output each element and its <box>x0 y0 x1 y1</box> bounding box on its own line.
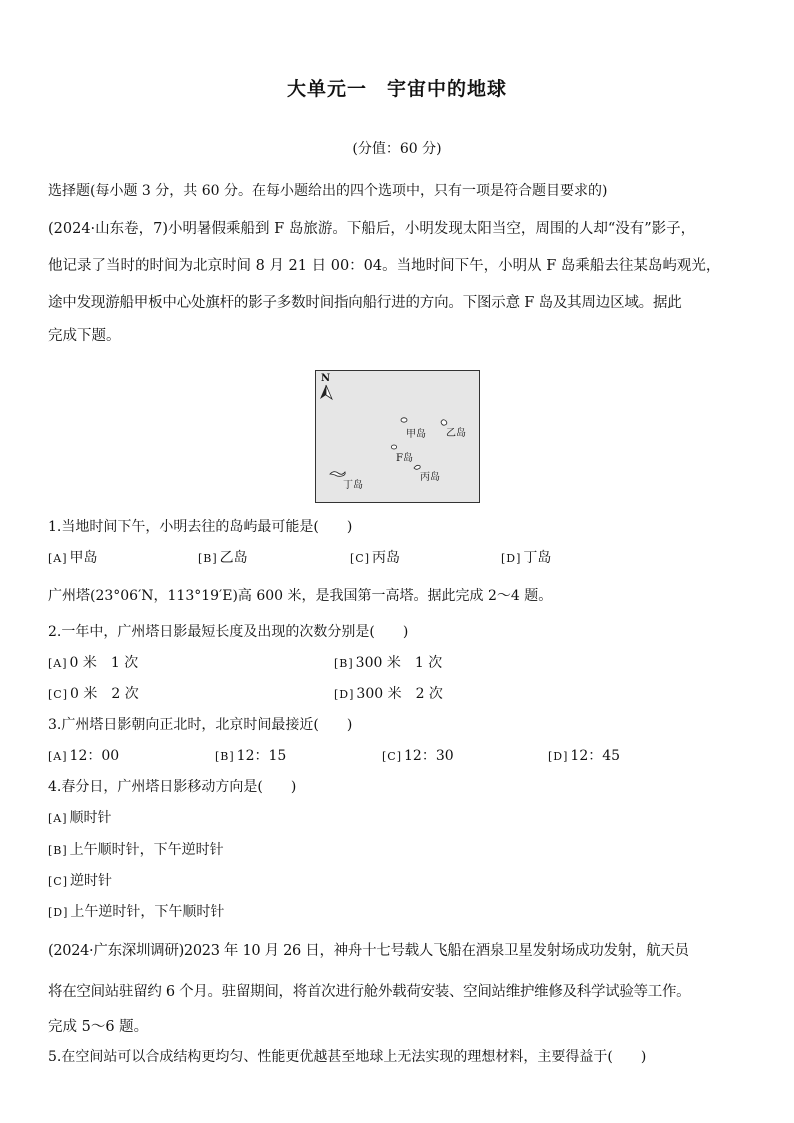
intro-line: 将在空间站驻留约 6 个月。驻留期间，将首次进行舱外载荷安装、空间站维护维修及科学试验等工作。 <box>48 984 691 1000</box>
option-b[interactable]: [B] 上午顺时针，下午逆时针 <box>48 842 224 858</box>
intro-line: 完成 5～6 题。 <box>48 1019 149 1035</box>
island-f-label: F岛 <box>396 453 413 464</box>
question-2-stem: 2.一年中，广州塔日影最短长度及出现的次数分别是( ) <box>48 624 409 640</box>
question-2-options-row-1 <box>48 652 768 672</box>
intro-line: 途中发现游船甲板中心处旗杆的影子多数时间指向船行进的方向。下图示意 F 岛及其周边区域。据此 <box>48 295 682 311</box>
north-label: N <box>321 373 331 384</box>
option-a[interactable]: [A] 0 米 1 次 <box>48 655 139 671</box>
intro-line: (2024·山东卷，7)小明暑假乘船到 F 岛旅游。下船后，小明发现太阳当空，周围的人却“没有”影子， <box>48 221 696 237</box>
question-4-stem: 4.春分日，广州塔日影移动方向是( ) <box>48 779 297 795</box>
option-c[interactable]: [C] 0 米 2 次 <box>48 686 139 702</box>
option-a[interactable]: [A] 顺时针 <box>48 810 112 826</box>
option-b[interactable]: [B] 乙岛 <box>198 550 248 566</box>
option-a[interactable]: [A] 12：00 <box>48 748 120 764</box>
option-c[interactable]: [C] 逆时针 <box>48 873 112 889</box>
option-d[interactable]: [D] 12：45 <box>548 748 621 764</box>
question-3-options <box>48 745 768 765</box>
option-b[interactable]: [B] 12：15 <box>215 748 287 764</box>
question-1-options <box>48 547 768 567</box>
option-c[interactable]: [C] 12：30 <box>382 748 454 764</box>
north-arrow-icon <box>320 385 326 399</box>
page-title: 大单元一 宇宙中的地球 <box>286 78 507 100</box>
island-jia-shape <box>401 418 407 422</box>
island-bing-label: 丙岛 <box>420 472 440 483</box>
question-4-option-d-row <box>48 901 768 921</box>
question-3-stem: 3.广州塔日影朝向正北时，北京时间最接近( ) <box>48 717 353 733</box>
island-yi-label: 乙岛 <box>446 428 466 439</box>
intro-passage-2: 广州塔(23°06′N，113°19′E)高 600 米，是我国第一高塔。据此完成 2～4 题。 <box>48 588 553 604</box>
option-d[interactable]: [D] 丁岛 <box>501 550 552 566</box>
question-2-options-row-2 <box>48 683 768 703</box>
question-5-stem: 5.在空间站可以合成结构更均匀、性能更优越甚至地球上无法实现的理想材料，主要得益于( ) <box>48 1049 647 1065</box>
section-heading: 选择题(每小题 3 分，共 60 分。在每小题给出的四个选项中，只有一项是符合题目要求的) <box>48 183 608 199</box>
question-4-option-c-row <box>48 870 768 890</box>
island-jia-label: 甲岛 <box>406 429 426 440</box>
intro-passage-1 <box>48 211 752 355</box>
score-note: (分值：60 分) <box>352 141 442 157</box>
question-1-stem: 1.当地时间下午，小明去往的岛屿最可能是( ) <box>48 519 353 535</box>
option-a[interactable]: [A] 甲岛 <box>48 550 98 566</box>
island-ding-label: 丁岛 <box>343 480 363 491</box>
question-4-option-a-row <box>48 807 768 827</box>
option-d[interactable]: [D] 300 米 2 次 <box>334 686 443 702</box>
option-d[interactable]: [D] 上午逆时针，下午顺时针 <box>48 904 225 920</box>
option-c[interactable]: [C] 丙岛 <box>350 550 400 566</box>
intro-passage-3 <box>48 931 752 1048</box>
island-map-figure <box>315 370 480 503</box>
intro-line: 完成下题。 <box>48 328 121 344</box>
option-b[interactable]: [B] 300 米 1 次 <box>334 655 443 671</box>
intro-line: 他记录了当时的时间为北京时间 8 月 21 日 00：04。当地时间下午，小明从 F 岛乘船去往某岛屿观光， <box>48 258 721 274</box>
intro-line: (2024·广东深圳调研)2023 年 10 月 26 日，神舟十七号载人飞船在酒泉卫星发射场成功发射，航天员 <box>48 943 689 959</box>
question-4-option-b-row <box>48 839 768 859</box>
